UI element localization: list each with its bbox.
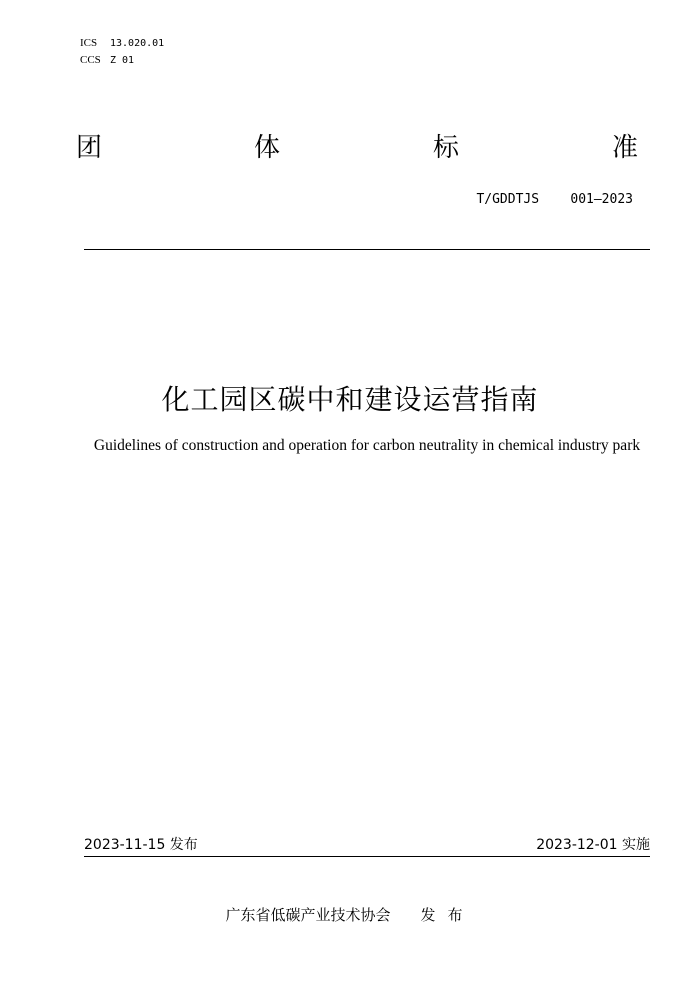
standard-type-char-3: 标 <box>433 133 460 163</box>
publish-date: 2023-11-15 发布 <box>84 837 198 853</box>
ccs-value: Z 01 <box>110 55 135 66</box>
standard-number: T/GDDTJS 001—2023 <box>476 192 633 207</box>
ics-label: ICS <box>80 37 98 49</box>
implement-date: 2023-12-01 实施 <box>536 837 650 853</box>
issuer-organization: 广东省低碳产业技术协会 <box>225 906 391 924</box>
footer-divider <box>84 856 650 857</box>
issuer-line <box>0 905 700 925</box>
document-title-chinese: 化工园区碳中和建设运营指南 <box>161 383 539 416</box>
standard-type-char-2: 体 <box>254 133 281 163</box>
standard-type-char-1: 团 <box>76 133 103 163</box>
standard-type-char-4: 准 <box>612 133 639 163</box>
ccs-line <box>80 53 134 68</box>
header-divider <box>84 249 650 250</box>
document-title-english: Guidelines of construction and operation for carbon neutrality in chemical industry park <box>93 437 641 454</box>
issuer-action: 发布 <box>420 906 475 924</box>
ics-value: 13.020.01 <box>110 38 165 49</box>
ics-line <box>80 36 164 51</box>
ccs-label: CCS <box>80 54 101 66</box>
